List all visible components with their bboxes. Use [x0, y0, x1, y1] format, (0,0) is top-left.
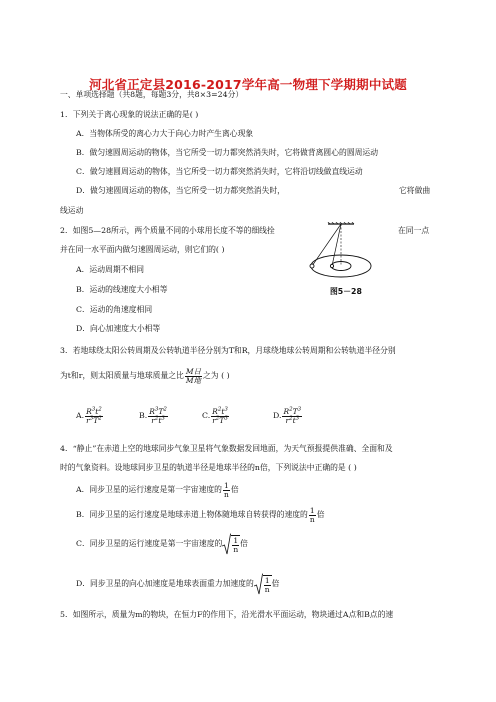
- q1-option-b: B．做匀速圆周运动的物体，当它所受一切力都突然消失时，它将做背离圆心的圆周运动: [76, 148, 379, 157]
- q3-stem: 3．若地球绕太阳公转周期及公转轨道半径分别为T和R，月球绕地球公转周期和公转轨道半径分别: [60, 346, 396, 355]
- option-text-end: 倍: [240, 539, 248, 548]
- option-label: B.: [139, 411, 148, 420]
- q1-option-a: A．当物体所受的离心力大于向心力时产生离心现象: [76, 129, 254, 138]
- q3-stem-text: 为t和r，则太阳质量与地球质量之比: [60, 371, 184, 380]
- q5-stem: 5．如图所示，质量为m的物块，在恒力F的作用下，沿光滑水平面运动，物块通过A点和B点的速: [60, 610, 394, 619]
- option-label: A.: [76, 411, 85, 420]
- sqrt-one-over-n: $\frac{1}{n}$: [254, 573, 272, 595]
- option-text-end: 倍: [316, 510, 325, 519]
- q1-option-d-wrap: 线运动: [60, 206, 84, 215]
- q4-option-a: [76, 480, 239, 500]
- q4-stem: 4．“静止”在赤道上空的地球同步气象卫星将气象数据发回地面，为天气预报提供准确、全面和及: [60, 444, 393, 453]
- conical-pendulum-figure: [306, 222, 426, 286]
- q3-option-b: [139, 404, 169, 428]
- q4-option-d: [76, 572, 279, 596]
- option-d-formula: $\frac{R^2T^3}{r^2t^3}$: [283, 406, 302, 425]
- option-a-formula: $\frac{R^3t^2}{r^3T^2}$: [86, 406, 102, 425]
- q4-option-b: [76, 504, 324, 526]
- option-c-formula: $\frac{R^2t^3}{r^2T^3}$: [212, 406, 228, 425]
- q2-stem: 2．如图5—28所示，两个质量不同的小球用长度不等的细线拴: [60, 226, 275, 235]
- q1-option-d-cont: 它将做曲: [399, 186, 431, 195]
- q2-option-b: B．运动的线速度大小相等: [76, 285, 168, 294]
- option-text-end: 倍: [230, 485, 239, 494]
- section-heading: 一、单项选择题（共8题，每题3分，共8×3=24分）: [60, 90, 244, 99]
- page-title: 河北省正定县2016-2017学年高一物理下学期期中试题: [89, 77, 407, 92]
- q1-stem: 1．下列关于离心现象的说法正确的是( ): [60, 110, 199, 119]
- option-text: C．同步卫星的运行速度是第一宇宙速度的: [76, 539, 223, 548]
- fraction-one-over-n: $\frac{1}{n}$: [309, 505, 315, 524]
- q3-option-d: [273, 404, 303, 428]
- q3-option-a: [76, 404, 104, 428]
- fraction-one-over-n: $\frac{1}{n}$: [223, 480, 229, 499]
- option-text-end: 倍: [271, 579, 280, 588]
- q2-option-a: A．运动周期不相同: [76, 265, 145, 274]
- q4-stem-line2: 时的气象资料。设地球同步卫星的轨道半径是地球半径的n倍，下列说法中正确的是 ( ): [60, 463, 357, 472]
- q3-stem-line2: [60, 366, 230, 386]
- fraction-denominator: M地: [185, 375, 201, 385]
- q4-option-c: [76, 532, 248, 556]
- option-text: D．同步卫星的向心加速度是地球表面重力加速度的: [76, 579, 254, 588]
- option-text: A．同步卫星的运行速度是第一宇宙速度的: [76, 485, 222, 494]
- fraction-numerator: M日: [185, 366, 201, 376]
- option-text: B．同步卫星的运行速度是地球赤道上物体随地球自转获得的速度的: [76, 510, 308, 519]
- q2-stem-line2: 并在同一水平面内做匀速圆周运动，则它们的( ): [60, 245, 225, 254]
- option-b-formula: $\frac{R^3T^2}{r^2t^3}$: [149, 406, 167, 425]
- q2-option-d: D．向心加速度大小相等: [76, 324, 161, 333]
- option-label: C.: [202, 411, 211, 420]
- sqrt-one-over-n: $\frac{1}{n}$: [222, 533, 240, 555]
- q1-option-d: D．做匀速圆周运动的物体，当它所受一切力都突然消失时，: [76, 186, 285, 195]
- q3-stem-text-end: 之为 ( ): [203, 371, 230, 380]
- q2-option-c: C．运动的角速度相同: [76, 305, 153, 314]
- mass-ratio-fraction: [185, 368, 202, 385]
- option-label: D.: [273, 411, 282, 420]
- q2-stem-cont: 在同一点: [398, 226, 430, 235]
- figure-caption: 图5－28: [330, 287, 362, 296]
- q1-option-c: C．做匀速圆周运动的物体，当它所受一切力都突然消失时，它将沿切线做直线运动: [76, 167, 363, 176]
- q3-option-c: [202, 404, 230, 428]
